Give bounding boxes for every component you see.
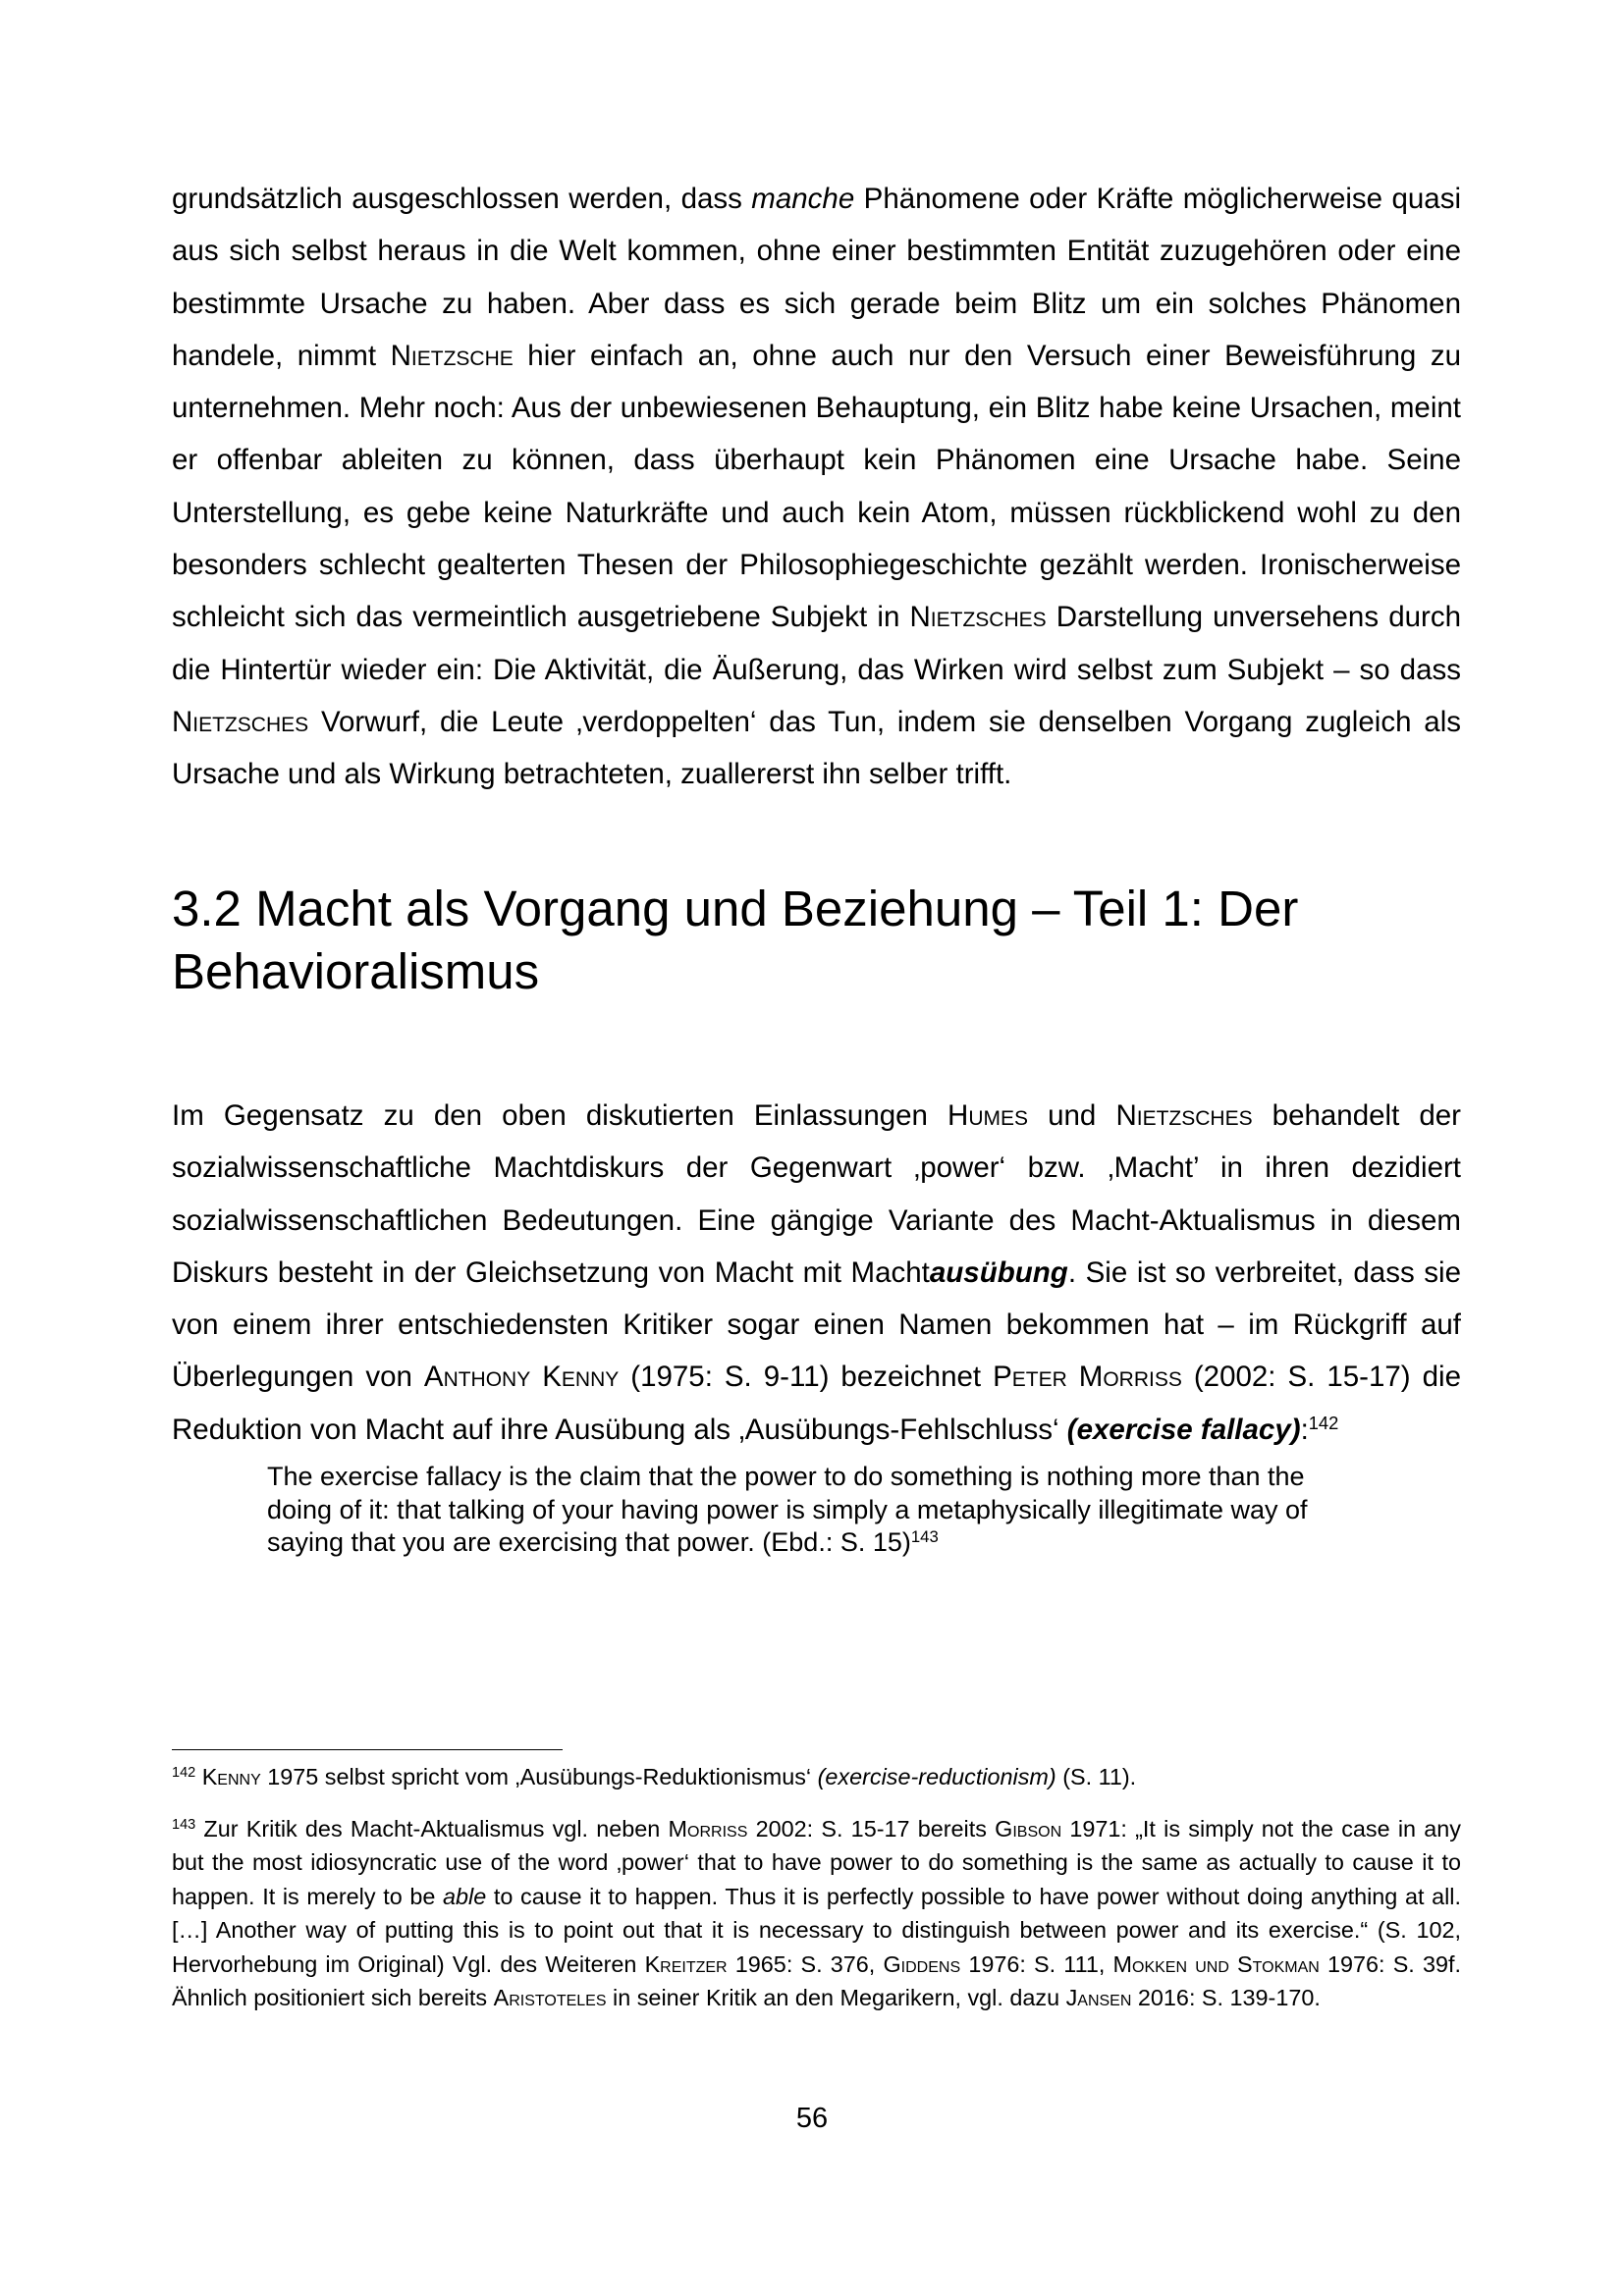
text-run: 1976: S. 39f. Ähnlich positioniert sich bereits bbox=[172, 1950, 1461, 2011]
text-run: 2002: S. 15-17 bereits bbox=[747, 1816, 996, 1842]
text-run: to cause it to happen. Thus it is perfectly possible to have power without doing anything at all. […] Another way of putting this is to point out that it is necessary to distinguish between power and its exercise.“ (S. 102, Hervorhebung im Original) Vgl. des Weiteren bbox=[172, 1883, 1461, 1977]
emphasis-exercise-fallacy: (exercise fallacy) bbox=[1066, 1413, 1301, 1446]
author-name: Nietzsche bbox=[390, 339, 514, 372]
footnote-ref-143[interactable]: 143 bbox=[910, 1526, 939, 1546]
text-run: 1965: S. 376, bbox=[727, 1950, 884, 1977]
author-name: Giddens bbox=[883, 1950, 961, 1977]
author-name: Mokken und Stokman bbox=[1112, 1950, 1320, 1977]
author-name: Aristoteles bbox=[493, 1985, 607, 2011]
footnote-separator bbox=[172, 1749, 563, 1750]
author-name: Nietzsches bbox=[909, 601, 1047, 634]
text-run: . Sie ist so verbreitet, dass sie von einem ihrer entschiedensten Kritiker sogar einen Namen bekommen hat – im Rückgriff auf Überlegungen von bbox=[172, 1255, 1461, 1394]
emphasis: (exercise-reductionism) bbox=[817, 1764, 1056, 1789]
text-run: 2016: S. 139-170. bbox=[1131, 1985, 1321, 2011]
text-run: (2002: S. 15-17) die Reduktion von Macht auf ihre Ausübung als ‚Ausübungs-Fehlschluss‘ bbox=[172, 1361, 1461, 1446]
text-run: und bbox=[1028, 1099, 1116, 1132]
footnote-142 bbox=[172, 1760, 1461, 1793]
text-run: Vorwurf, die Leute ‚verdoppelten‘ das Tun, indem sie denselben Vorgang zugleich als Ursache und als Wirkung betrachteten, zuallererst ihn selber trifft. bbox=[172, 705, 1461, 791]
text-run: (S. 11). bbox=[1056, 1764, 1137, 1789]
author-name: Kenny bbox=[195, 1764, 261, 1789]
footnote-ref-142[interactable]: 142 bbox=[1308, 1412, 1339, 1433]
paragraph-nietzsche-critique bbox=[172, 173, 1461, 801]
text-run: Zur Kritik des Macht-Aktualismus vgl. neben bbox=[195, 1816, 669, 1842]
block-quote bbox=[267, 1461, 1377, 1560]
author-name: Kreitzer bbox=[644, 1950, 728, 1977]
text-run: (1975: S. 9-11) bezeichnet bbox=[619, 1361, 994, 1394]
footnote-number: 142 bbox=[172, 1765, 196, 1782]
text-run: 1975 selbst spricht vom ‚Ausübungs-Reduktionismus‘ bbox=[260, 1764, 818, 1789]
emphasis-manche: manche bbox=[751, 183, 855, 215]
paragraph-behavioralism bbox=[172, 1090, 1461, 1456]
author-name: Humes bbox=[947, 1099, 1029, 1132]
text-run: in seiner Kritik an den Megarikern, vgl. dazu bbox=[606, 1985, 1066, 2011]
emphasis-able: able bbox=[443, 1883, 487, 1909]
text-run: : bbox=[1300, 1413, 1309, 1446]
text-run: 1971: „It is simply not the case in any but the most idiosyncratic use of the word ‚power‘ that to have power to do something is the same as actually to cause it to happen. It is merely to be bbox=[172, 1816, 1461, 1909]
text-run: hier einfach an, ohne auch nur den Versuch einer Beweisführung zu unternehmen. Mehr noch: Aus der unbewiesenen Behauptung, ein Blitz habe keine Ursachen, meint er offenbar ableiten zu können, dass überhaupt kein Phänomen eine Ursache habe. Seine Unterstellung, es gebe keine Naturkräfte und auch kein Atom, müssen rückblickend wohl zu den besonders schlecht gealterten Thesen der Philosophiegeschichte gezählt werden. Ironischerweise schleicht sich das vermeintlich ausgetriebene Subjekt in bbox=[172, 339, 1461, 634]
author-name: Nietzsches bbox=[1115, 1099, 1253, 1132]
author-name: Morriss bbox=[668, 1816, 748, 1842]
text-run: Phänomene oder Kräfte möglicherweise quasi aus sich selbst heraus in die Welt kommen, ohne einer bestimmten Entität zuzugehören oder eine bestimmte Ursache zu haben. Aber dass es sich gerade beim Blitz um ein solches Phänomen handele, nimmt bbox=[172, 183, 1461, 372]
author-name: Peter Morriss bbox=[993, 1361, 1182, 1394]
footnote-number: 143 bbox=[172, 1817, 196, 1834]
text-run: grundsätzlich ausgeschlossen werden, dass bbox=[172, 183, 752, 215]
heading-line-1: 3.2 Macht als Vorgang und Beziehung – Teil 1: Der bbox=[172, 881, 1299, 936]
text-run: Darstellung unversehens durch die Hintertür wieder ein: Die Aktivität, die Äußerung, das Wirken wird selbst zum Subjekt – so dass bbox=[172, 601, 1462, 686]
author-name: Jansen bbox=[1065, 1985, 1132, 2011]
heading-line-2: Behavioralismus bbox=[172, 943, 540, 999]
quote-text: The exercise fallacy is the claim that the power to do something is nothing more than the doing of it: that talking of your having power is simply a metaphysically illegitimate way of saying that you are exercising that power. (Ebd.: S. 15) bbox=[267, 1462, 1308, 1557]
author-name: Anthony Kenny bbox=[423, 1361, 620, 1394]
footnote-143 bbox=[172, 1812, 1461, 2014]
text-run: behandelt der sozialwissenschaftliche Machtdiskurs der Gegenwart ‚power‘ bzw. ‚Macht’ in ihren dezidiert sozialwissenschaftlichen Bedeutungen. Eine gängige Variante des Macht-Aktualismus in diesem Diskurs besteht in der Gleichsetzung von Macht mit Macht bbox=[172, 1099, 1461, 1289]
emphasis-ausuebung: ausübung bbox=[929, 1255, 1068, 1289]
author-name: Nietzsches bbox=[172, 705, 309, 738]
text-run: 1976: S. 111, bbox=[960, 1950, 1113, 1977]
text-run: Im Gegensatz zu den oben diskutierten Einlassungen bbox=[172, 1099, 948, 1132]
author-name: Gibson bbox=[995, 1816, 1062, 1842]
page-number: 56 bbox=[795, 2103, 829, 2134]
section-heading bbox=[172, 878, 1468, 1003]
